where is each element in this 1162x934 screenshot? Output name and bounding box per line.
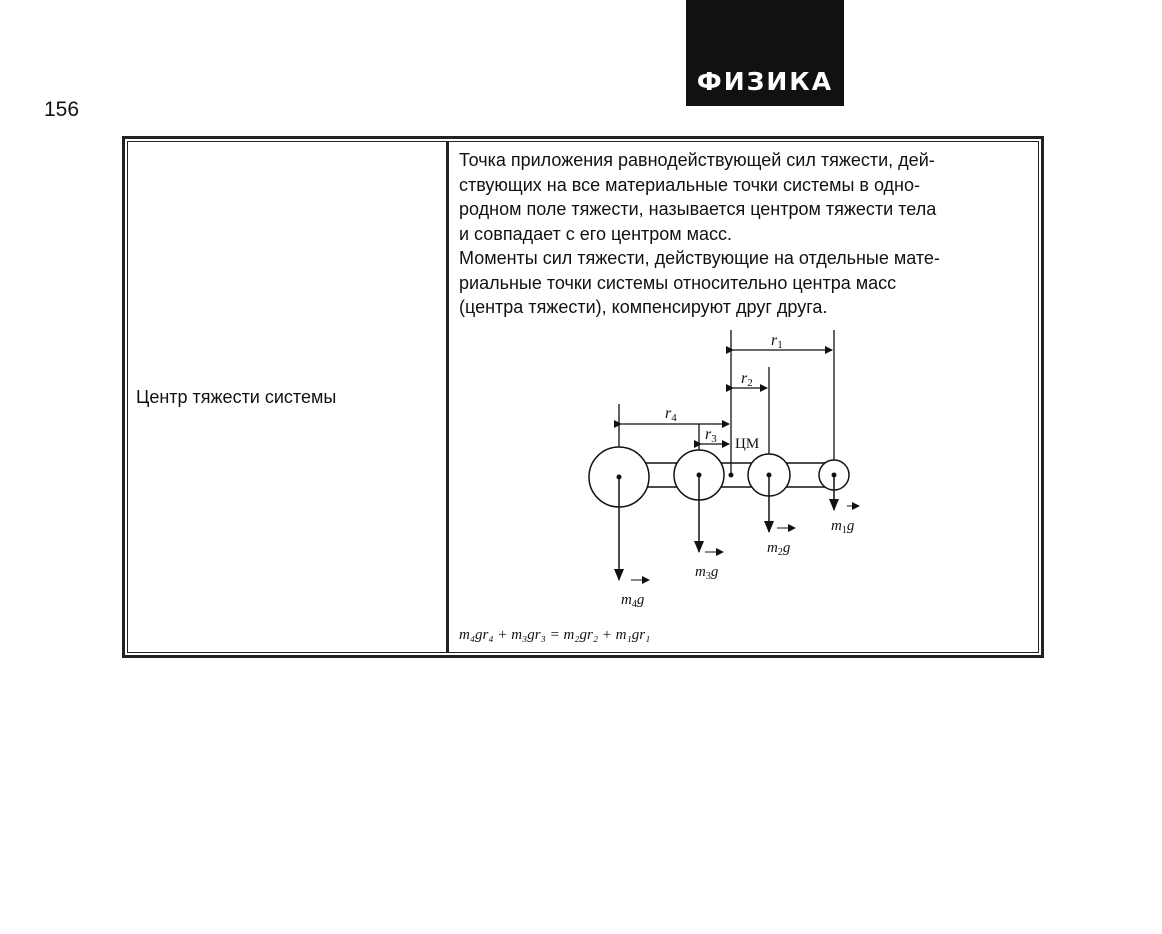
- definition-line: риальные точки системы относительно центра масс: [459, 272, 897, 293]
- section-title: ФИЗИКА: [696, 67, 834, 96]
- table-row: [127, 141, 1039, 653]
- definition-line: ствующих на все материальные точки системы в одно-: [459, 174, 921, 195]
- definition-table: [122, 136, 1044, 658]
- svg-text:m4g: $m_4g$: [621, 592, 645, 610]
- svg-text:m3g: $m_3g$: [695, 564, 719, 582]
- definition-line: родном поле тяжести, называется центром тяжести тела: [459, 199, 937, 219]
- r3-label: r3: [705, 426, 717, 445]
- svg-text:m2g: $m_2g$: [767, 540, 791, 558]
- svg-text:m1g: $m_1g$: [831, 518, 855, 536]
- term-text: Центр тяжести системы: [136, 386, 337, 407]
- r1-label: r1: [771, 332, 783, 351]
- force-arrows: [619, 475, 834, 580]
- m2g-label: [767, 528, 795, 558]
- center-of-gravity-diagram: [449, 142, 1039, 652]
- definition-line: Точка приложения равнодействующей сил тяжести, дей-: [459, 150, 935, 170]
- term-cell: [128, 142, 449, 652]
- moment-balance-formula: m₄gr₄ + m₃gr₃ = m₂gr₂ + m₁gr₁: [459, 627, 651, 643]
- reference-lines: [619, 330, 834, 475]
- m1g-label: [831, 506, 859, 536]
- definition-cell: [449, 142, 1038, 652]
- page-number: 156: [44, 98, 80, 121]
- definition-line: Моменты сил тяжести, действующие на отдельные мате-: [459, 248, 940, 268]
- section-badge: [686, 0, 844, 106]
- distance-arrows: [621, 350, 832, 444]
- r2-label: r2: [741, 370, 753, 389]
- m4g-label: [621, 580, 649, 610]
- r4-label: r4: [665, 405, 677, 424]
- m3g-label: [695, 552, 723, 582]
- definition-line: и совпадает с его центром масс.: [459, 223, 733, 244]
- cm-label: ЦМ: [735, 436, 760, 452]
- definition-line: (центра тяжести), компенсируют друг друга.: [459, 297, 828, 317]
